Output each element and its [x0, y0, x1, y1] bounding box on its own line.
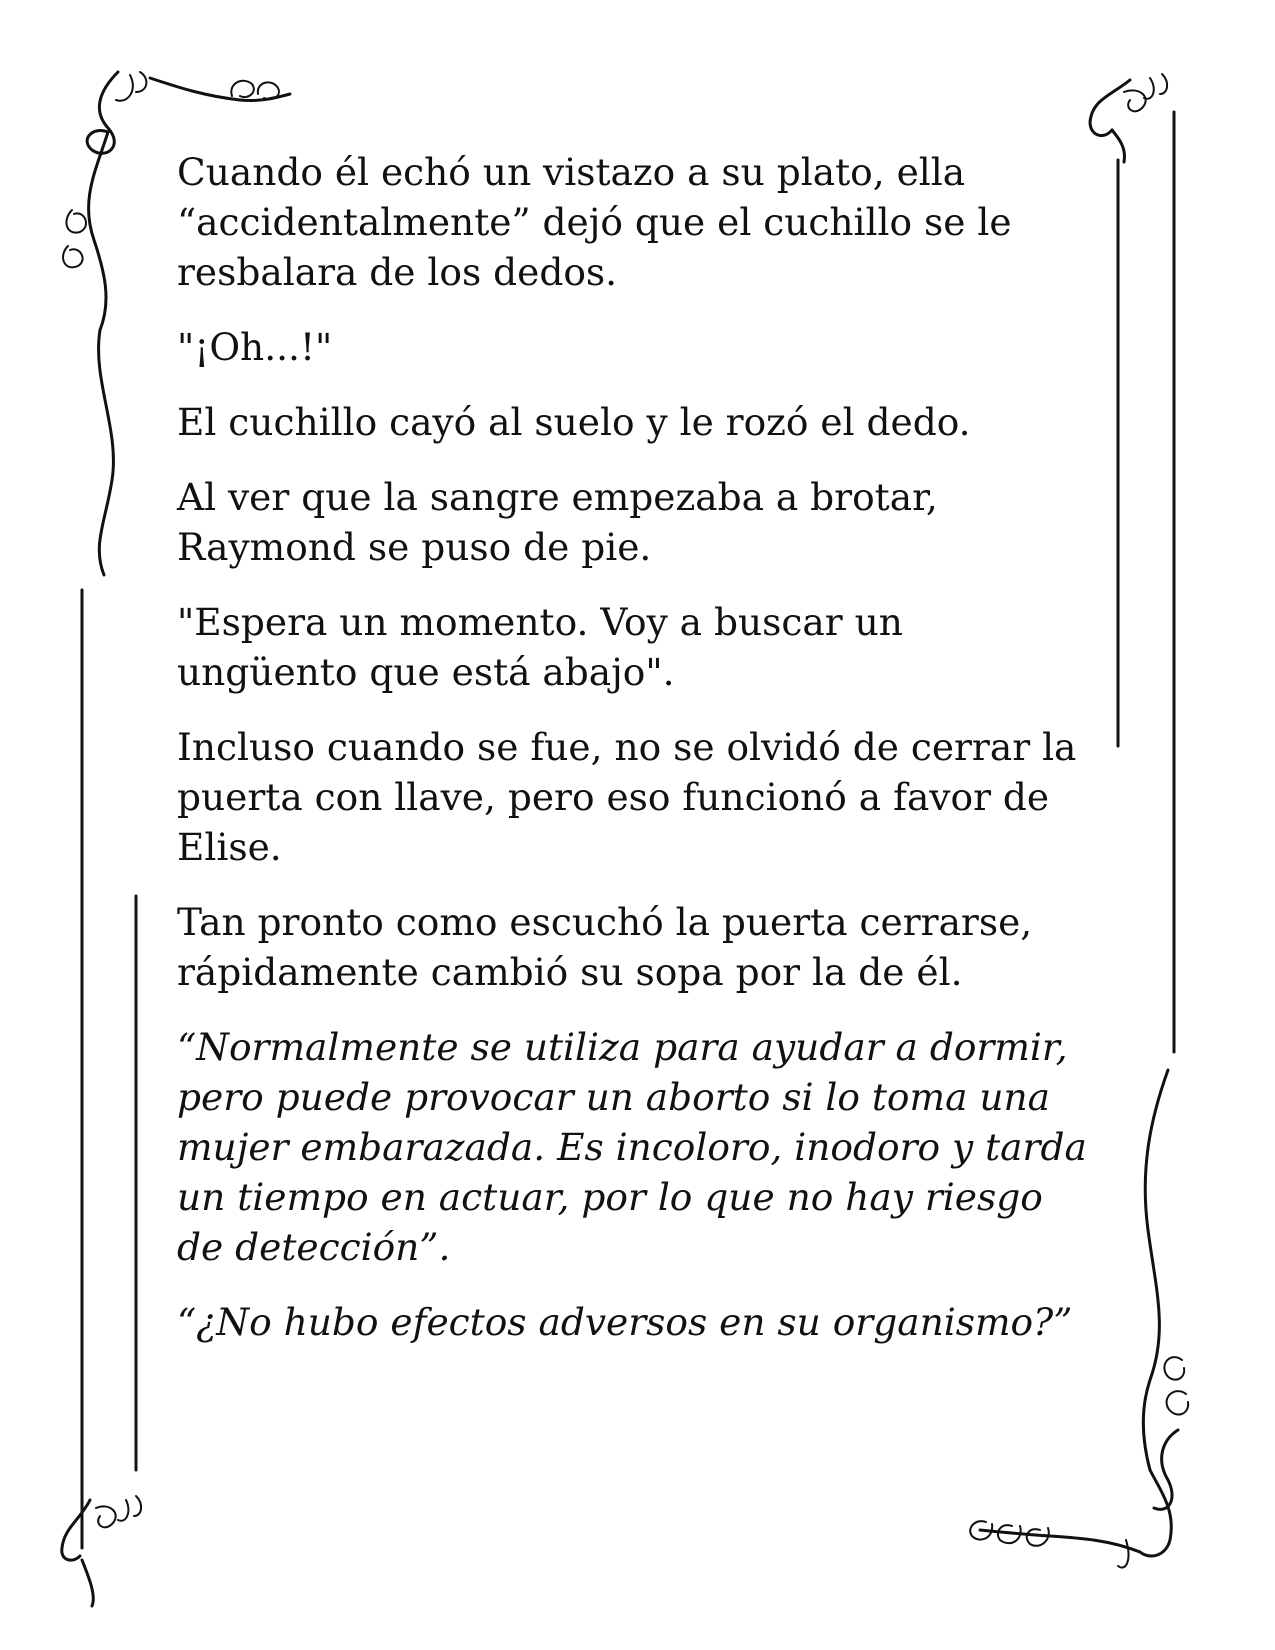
paragraph-4: Al ver que la sangre empezaba a brotar, Raymond se puso de pie.	[177, 475, 938, 569]
bottom-left-flourish-icon	[62, 1496, 141, 1606]
text-body	[177, 147, 1107, 1372]
bottom-right-flourish-icon	[970, 1357, 1188, 1567]
paragraph-7: Tan pronto como escuchó la puerta cerrarse, rápidamente cambió su sopa por la de él.	[177, 900, 1033, 994]
paragraph-2: "¡Oh...!"	[177, 325, 333, 369]
paragraph-9-italic-quote: “¿No hubo efectos adversos en su organismo?”	[177, 1300, 1073, 1344]
paragraph-1: Cuando él echó un vistazo a su plato, ella “accidentalmente” dejó que el cuchillo se le resbalara de los dedos.	[177, 150, 1012, 294]
paragraph-8-italic-quote: “Normalmente se utiliza para ayudar a dormir, pero puede provocar un aborto si lo toma una mujer embarazada. Es incoloro, inodoro y tarda un tiempo en actuar, por lo que no hay riesgo de detección”.	[177, 1025, 1087, 1269]
paragraph-6: Incluso cuando se fue, no se olvidó de cerrar la puerta con llave, pero eso funcionó a favor de Elise.	[177, 725, 1077, 869]
right-wavy-line	[1143, 1070, 1168, 1470]
paragraph-5: "Espera un momento. Voy a buscar un ungüento que está abajo".	[177, 600, 903, 694]
paragraph-3: El cuchillo cayó al suelo y le rozó el dedo.	[177, 400, 971, 444]
